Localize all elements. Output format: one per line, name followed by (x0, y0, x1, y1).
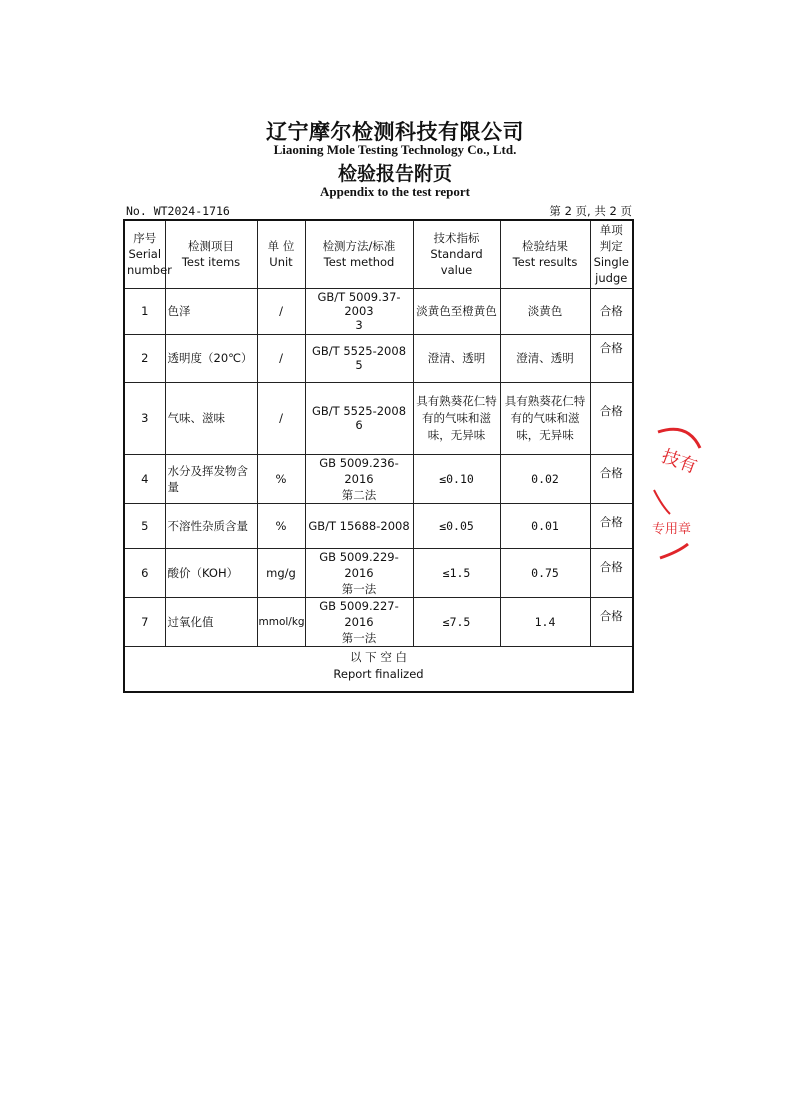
table-row (124, 548, 633, 597)
cell-serial: 5 (124, 503, 165, 548)
cell-judge: 合格 (590, 382, 633, 454)
cell-judge: 合格 (590, 288, 633, 334)
cell-judge: 合格 (590, 503, 633, 548)
cell-judge: 合格 (590, 597, 633, 646)
cell-standard: ≤0.05 (413, 503, 500, 548)
cell-standard: 淡黄色至橙黄色 (413, 288, 500, 334)
cell-item: 水分及挥发物含 量 (165, 454, 257, 503)
company-name-en: Liaoning Mole Testing Technology Co., Ltd. (273, 142, 517, 157)
company-seal-stamp (640, 418, 740, 568)
seal-outer-arc (658, 429, 700, 448)
cell-method: GB/T 5525-2008 5 (305, 334, 413, 382)
table-footer-row (124, 646, 633, 692)
cell-standard: 具有熟葵花仁特 有的气味和滋 味，无异味 (413, 382, 500, 454)
cell-standard: 澄清、透明 (413, 334, 500, 382)
report-finalized-note: 以 下 空 白 Report finalized (124, 646, 633, 692)
company-name-cn: 辽宁摩尔检测科技有限公司 (266, 120, 524, 144)
cell-result: 1.4 (500, 597, 590, 646)
cell-item: 透明度（20℃） (165, 334, 257, 382)
seal-inner-arc (654, 490, 670, 514)
cell-judge: 合格 (590, 334, 633, 382)
cell-serial: 7 (124, 597, 165, 646)
results-table (123, 219, 634, 693)
cell-standard: ≤7.5 (413, 597, 500, 646)
cell-unit: / (257, 334, 305, 382)
cell-result: 淡黄色 (500, 288, 590, 334)
cell-item: 气味、滋味 (165, 382, 257, 454)
header-single-judge: 单项 判定 Single judge (590, 220, 633, 288)
cell-method: GB/T 15688-2008 (305, 503, 413, 548)
cell-standard: ≤0.10 (413, 454, 500, 503)
cell-serial: 4 (124, 454, 165, 503)
cell-item: 色泽 (165, 288, 257, 334)
cell-unit: mmol/kg (257, 597, 305, 646)
table-row (124, 503, 633, 548)
header-unit: 单 位 Unit (257, 220, 305, 288)
cell-result: 澄清、透明 (500, 334, 590, 382)
cell-method: GB 5009.229-2016 第一法 (305, 548, 413, 597)
table-row (124, 334, 633, 382)
report-number: No. WT2024-1716 (126, 204, 230, 218)
cell-unit: mg/g (257, 548, 305, 597)
cell-judge: 合格 (590, 454, 633, 503)
cell-result: 0.02 (500, 454, 590, 503)
table-row (124, 288, 633, 334)
seal-text-top: 技有 (658, 445, 700, 478)
cell-judge: 合格 (590, 548, 633, 597)
cell-method: GB/T 5525-2008 6 (305, 382, 413, 454)
cell-method: GB 5009.227-2016 第一法 (305, 597, 413, 646)
seal-text-bottom: 专用章 (652, 522, 692, 537)
header-test-method: 检测方法/标准 Test method (305, 220, 413, 288)
cell-unit: / (257, 288, 305, 334)
cell-unit: % (257, 454, 305, 503)
header-standard-value: 技术指标 Standard value (413, 220, 500, 288)
document-title-cn: 检验报告附页 (337, 163, 452, 185)
table-header-row (124, 220, 633, 288)
cell-result: 0.75 (500, 548, 590, 597)
page-info: 第 2 页, 共 2 页 (549, 204, 632, 218)
document-title-en: Appendix to the test report (320, 184, 470, 199)
cell-item: 不溶性杂质含量 (165, 503, 257, 548)
table-row (124, 597, 633, 646)
cell-unit: / (257, 382, 305, 454)
cell-item: 酸价（KOH） (165, 548, 257, 597)
cell-method: GB 5009.236-2016 第二法 (305, 454, 413, 503)
header-serial: 序号 Serial number (124, 220, 165, 288)
cell-method: GB/T 5009.37-2003 3 (305, 288, 413, 334)
header-test-items: 检测项目 Test items (165, 220, 257, 288)
cell-item: 过氧化值 (165, 597, 257, 646)
table-row (124, 382, 633, 454)
cell-serial: 3 (124, 382, 165, 454)
cell-standard: ≤1.5 (413, 548, 500, 597)
seal-lower-arc (660, 544, 688, 558)
table-row (124, 454, 633, 503)
header-test-results: 检验结果 Test results (500, 220, 590, 288)
cell-serial: 2 (124, 334, 165, 382)
cell-serial: 1 (124, 288, 165, 334)
cell-result: 0.01 (500, 503, 590, 548)
cell-serial: 6 (124, 548, 165, 597)
cell-result: 具有熟葵花仁特 有的气味和滋 味，无异味 (500, 382, 590, 454)
cell-unit: % (257, 503, 305, 548)
